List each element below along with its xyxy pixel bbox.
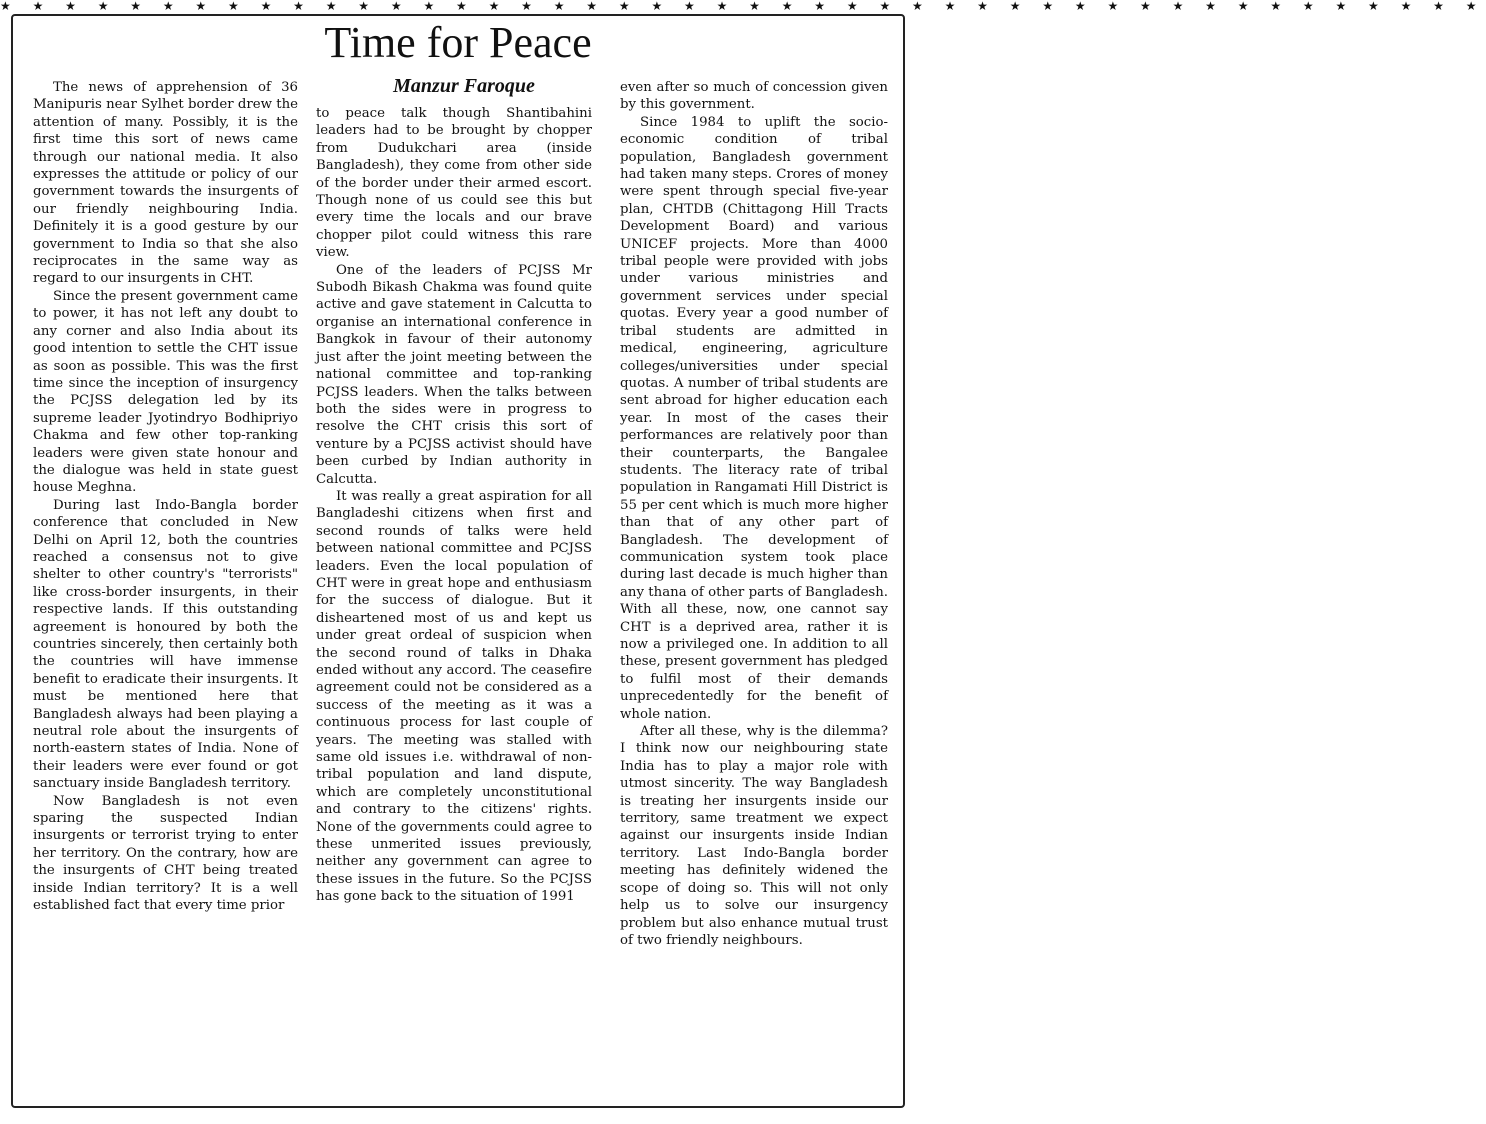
- paragraph: to peace talk though Shantibahini leaders had to be brought by chopper from Dudukchari area (inside Bangladesh), they come from other side of the border under their armed escort. Though none of us could see this but every time the locals and our brave chopper pilot could witness this rare view.: [316, 106, 592, 261]
- star-rule: ★ ★ ★ ★ ★ ★ ★ ★ ★ ★ ★ ★ ★ ★ ★ ★ ★ ★ ★ ★ ★ ★ ★ ★ ★ ★ ★ ★ ★ ★ ★ ★ ★ ★ ★ ★ ★ ★ ★ ★ ★ ★ ★ ★ ★ ★: [0, 0, 1486, 13]
- article-column-2: [316, 105, 592, 906]
- paragraph: During last Indo-Bangla border conference that concluded in New Delhi on April 12, both the countries reached a consensus not to give shelter to other country's "terrorists" like cross-border insurgents, in their respective lands. If this outstanding agreement is honoured by both the countries sincerely, then certainly both the countries will have immense benefit to eradicate their insurgents. It must be mentioned here that Bangladesh always had been playing a neutral role about the insurgents of north-eastern states of India. None of their leaders were ever found or got sanctuary inside Bangladesh territory.: [33, 497, 298, 792]
- paragraph: Since 1984 to uplift the socio-economic condition of tribal population, Bangladesh government had taken many steps. Crores of money were spent through special five-year plan, CHTDB (Chittagong Hill Tracts Development Board) and various UNICEF projects. More than 4000 tribal people were provided with jobs under various ministries and government services under special quotas. Every year a good number of tribal students are admitted in medical, engineering, agriculture colleges/universities under special quotas. A number of tribal students are sent abroad for higher education each year. In most of the cases their performances are relatively poor than their counterparts, the Bangalee students. The literacy rate of tribal population in Rangamati Hill District is 55 per cent which is much more higher than that of any other part of Bangladesh. The development of communication system took place during last decade is much higher than any thana of other parts of Bangladesh. With all these, now, one cannot say CHT is a deprived area, rather it is now a privileged one. In addition to all these, present government has pledged to fulfil most of their demands unprecedentedly for the benefit of whole nation.: [620, 114, 888, 722]
- paragraph: even after so much of concession given by this government.: [620, 80, 888, 113]
- paragraph: Since the present government came to power, it has not left any doubt to any corner and also India about its good intention to settle the CHT issue as soon as possible. This was the first time since the inception of insurgency the PCJSS delegation led by its supreme leader Jyotindryo Bodhipriyo Chakma and few other top-ranking leaders were given state honour and the dialogue was held in state guest house Meghna.: [33, 288, 298, 496]
- article-title: Time for Peace: [324, 18, 592, 67]
- article-byline: Manzur Faroque: [393, 75, 535, 97]
- paragraph: Now Bangladesh is not even sparing the suspected Indian insurgents or terrorist trying to enter her territory. On the contrary, how are the insurgents of CHT being treated inside Indian territory? It is a well established fact that every time prior: [33, 793, 298, 914]
- paragraph: After all these, why is the dilemma? I think now our neighbouring state India has to play a major role with utmost sincerity. The way Bangladesh is treating her insurgents inside our territory, same treatment we expect against our insurgents inside Indian territory. Last Indo-Bangla border meeting has definitely widened the scope of doing so. This will not only help us to solve our insurgency problem but also enhance mutual trust of two friendly neighbours.: [620, 724, 888, 948]
- paragraph: It was really a great aspiration for all Bangladeshi citizens when first and second rounds of talks were held between national committee and PCJSS leaders. Even the local population of CHT were in great hope and enthusiasm for the success of dialogue. But it disheartened most of us and kept us under great ordeal of suspicion when the second round of talks in Dhaka ended without any accord. The ceasefire agreement could not be considered as a success of the meeting as it was a continuous process for last couple of years. The meeting was stalled with same old issues i.e. withdrawal of non-tribal population and land dispute, which are completely unconstitutional and contrary to the citizens' rights. None of the governments could agree to these unmerited issues previously, neither any government can agree to these issues in the future. So the PCJSS has gone back to the situation of 1991: [316, 488, 592, 905]
- paragraph: One of the leaders of PCJSS Mr Subodh Bikash Chakma was found quite active and gave statement in Calcutta to organise an international conference in Bangkok in favour of their autonomy just after the joint meeting between the national committee and top-ranking PCJSS leaders. When the talks between both the sides were in progress to resolve the CHT crisis this sort of venture by a PCJSS activist should have been curbed by Indian authority in Calcutta.: [316, 262, 592, 487]
- article-column-3: [620, 79, 888, 949]
- paragraph: The news of apprehension of 36 Manipuris near Sylhet border drew the attention of many. Possibly, it is the first time this sort of news came through our national media. It also expresses the attitude or policy of our government towards the insurgents of our friendly neighbouring India. Definitely it is a good gesture by our government to India so that she also reciprocates in the same way as regard to our insurgents in CHT.: [33, 80, 298, 287]
- article-column-1: [33, 79, 298, 915]
